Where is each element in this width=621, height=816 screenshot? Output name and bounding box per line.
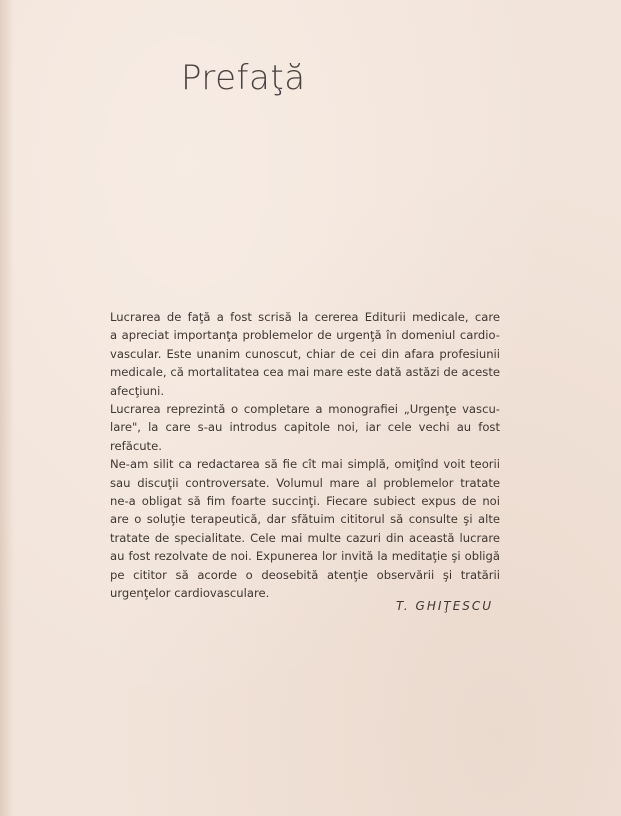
page-edge-shadow xyxy=(0,0,14,816)
text-line: tratate de specialitate. Cele mai multe cazuri din această lucrare xyxy=(110,530,500,545)
text-line: are o soluţie terapeutică, dar sfătuim cititorul să consulte şi alte xyxy=(110,512,500,527)
text-line: pe cititor să acorde o deosebită atenţie observării şi tratării xyxy=(110,567,500,582)
text-line: afecţiuni. xyxy=(110,383,165,398)
text-line: Lucrarea de faţă a fost scrisă la cererea Editurii medicale, care xyxy=(110,310,500,324)
author-signature: T. GHIŢESCU xyxy=(396,599,494,613)
paragraph-1 xyxy=(110,308,500,400)
text-line: Ne-am silit ca redactarea să fie cît mai simplă, omiţînd voit teorii xyxy=(110,457,500,472)
text-line: medicale, că mortalitatea cea mai mare este dată astăzi de aceste xyxy=(110,365,500,380)
text-line: sau discuţii controversate. Volumul mare al problemelor tratate xyxy=(110,475,500,490)
text-line: refăcute. xyxy=(110,438,162,453)
text-line: au fost rezolvate de noi. Expunerea lor invită la meditaţie şi obligă xyxy=(110,549,500,564)
page-title: Prefaţă xyxy=(181,58,306,98)
paragraph-3 xyxy=(110,455,500,602)
text-line: a apreciat importanţa problemelor de urgenţă în domeniul cardio- xyxy=(110,328,500,343)
paragraph-2 xyxy=(110,400,500,455)
text-line: urgenţelor cardiovasculare. xyxy=(110,586,270,601)
text-line: lare", la care s-au introdus capitole noi, iar cele vechi au fost xyxy=(110,420,500,435)
text-line: ne-a obligat să fim foarte succinţi. Fiecare subiect expus de noi xyxy=(110,494,500,509)
text-line: Lucrarea reprezintă o completare a monografiei „Urgenţe vascu- xyxy=(110,402,500,417)
text-line: vascular. Este unanim cunoscut, chiar de cei din afara profesiunii xyxy=(110,346,500,361)
preface-body xyxy=(110,308,500,603)
